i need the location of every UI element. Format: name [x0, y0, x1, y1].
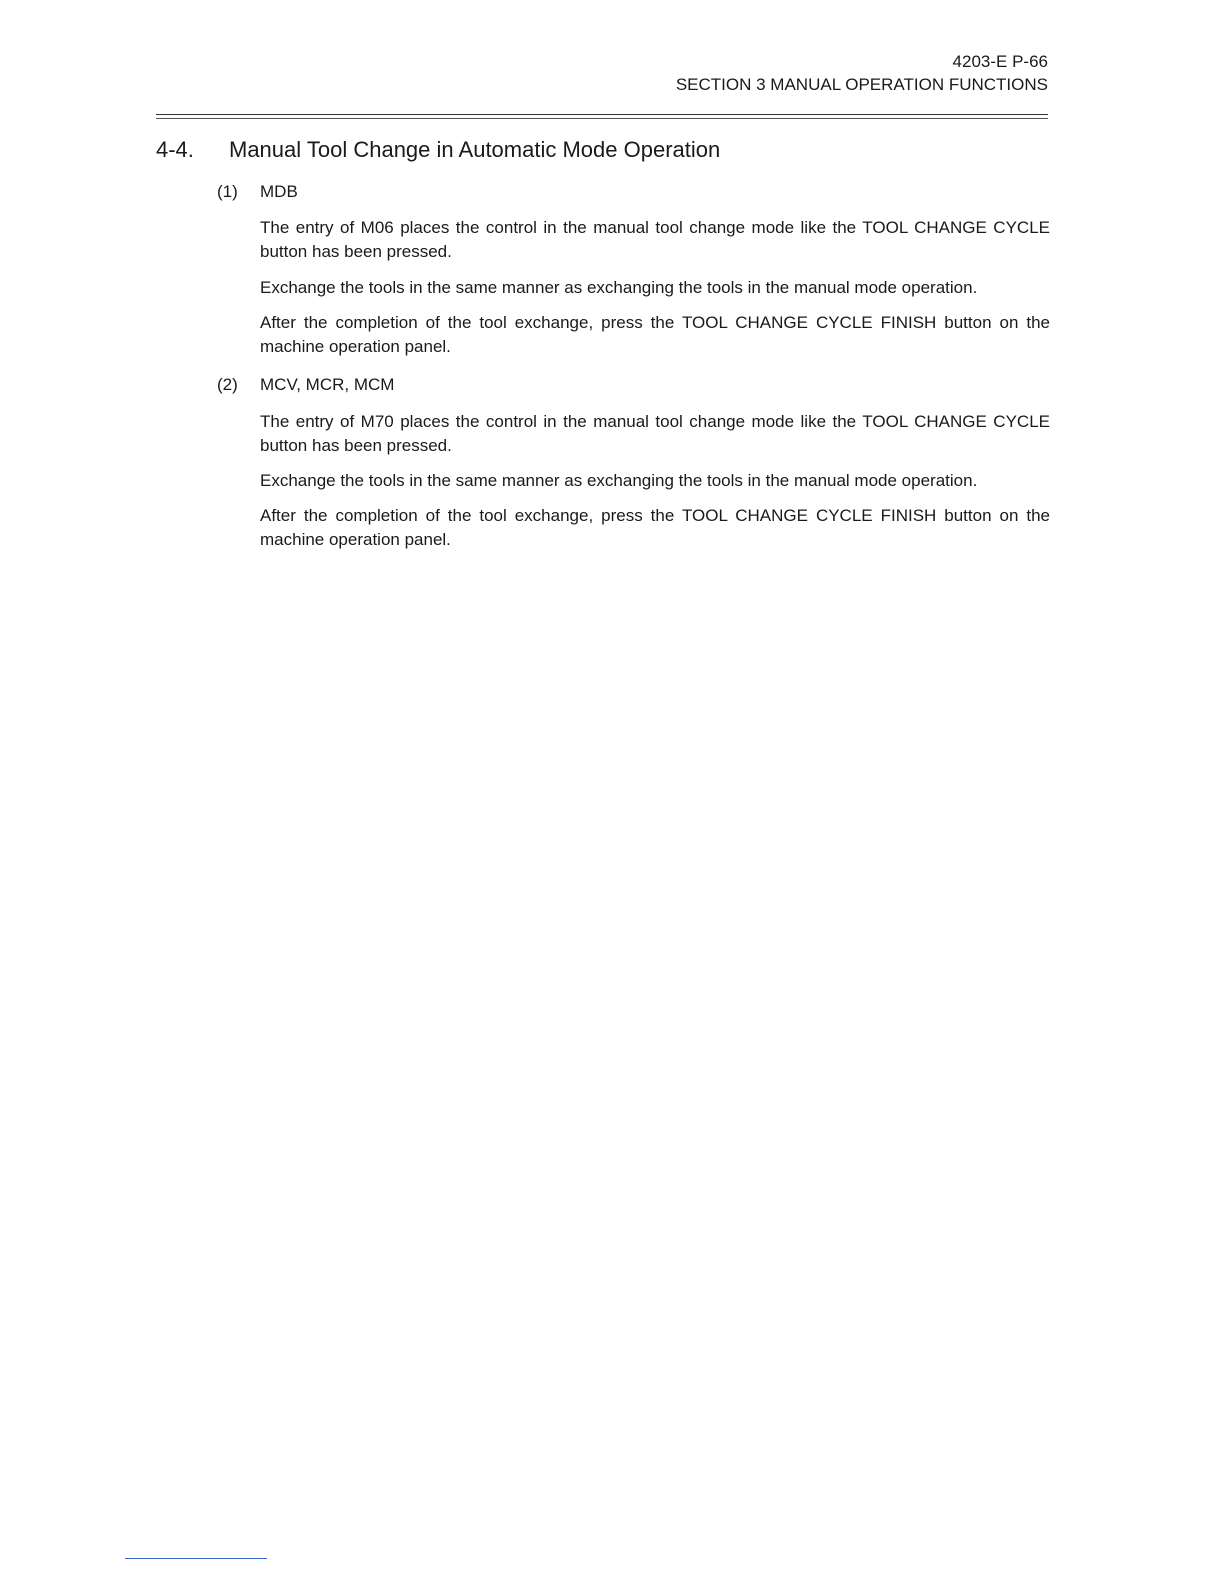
item-heading-2: MCV, MCR, MCM — [260, 375, 395, 394]
item-1-paragraph-1: The entry of M06 places the control in the manual tool change mode like the TOOL CHANGE CYCLE button has been pressed. — [260, 218, 1050, 261]
section-title: Manual Tool Change in Automatic Mode Operation — [229, 137, 721, 162]
section-number: 4-4. — [156, 137, 194, 162]
footer-rule — [125, 1558, 267, 1559]
item-2-paragraph-1: The entry of M70 places the control in the manual tool change mode like the TOOL CHANGE CYCLE button has been pressed. — [260, 412, 1050, 455]
header-rule — [156, 114, 1048, 115]
item-2-paragraph-3: After the completion of the tool exchange, press the TOOL CHANGE CYCLE FINISH button on the machine operation panel. — [260, 506, 1050, 549]
page-header — [676, 50, 1048, 96]
item-1-paragraph-2: Exchange the tools in the same manner as exchanging the tools in the manual mode operation. — [260, 278, 978, 297]
header-rule-secondary — [156, 118, 1048, 119]
item-2-paragraph-2: Exchange the tools in the same manner as exchanging the tools in the manual mode operation. — [260, 471, 978, 490]
item-heading-1: MDB — [260, 182, 298, 201]
section-header-title: SECTION 3 MANUAL OPERATION FUNCTIONS — [675, 75, 1048, 94]
item-number-2: (2) — [217, 375, 238, 394]
item-number-1: (1) — [217, 182, 238, 201]
item-1-paragraph-3: After the completion of the tool exchange, press the TOOL CHANGE CYCLE FINISH button on the machine operation panel. — [260, 313, 1050, 356]
document-page-number: 4203-E P-66 — [952, 52, 1048, 71]
